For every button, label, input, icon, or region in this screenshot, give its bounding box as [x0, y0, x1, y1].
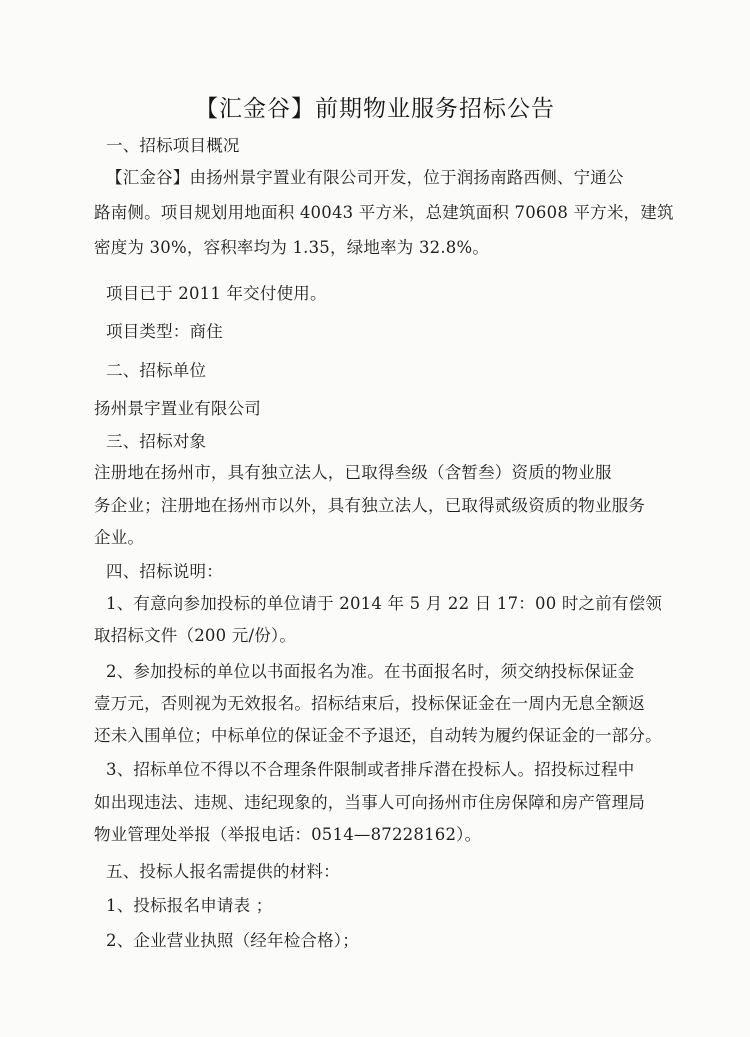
- section-heading-overview: 一、招标项目概况: [106, 136, 240, 155]
- section-heading-tenderer: 二、招标单位: [106, 361, 207, 380]
- paragraph-line: 路南侧。项目规划用地面积 40043 平方米，总建筑面积 70608 平方米，建筑: [94, 203, 674, 222]
- section-heading-target: 三、招标对象: [106, 432, 207, 451]
- section-heading-materials: 五、投标人报名需提供的材料：: [106, 862, 340, 881]
- paragraph-line: 还未入围单位；中标单位的保证金不予退还，自动转为履约保证金的一部分。: [94, 726, 662, 745]
- paragraph-line: 1、有意向参加投标的单位请于 2014 年 5 月 22 日 17：00 时之前有偿领: [106, 594, 663, 613]
- document-title: 【汇金谷】前期物业服务招标公告: [195, 96, 555, 122]
- paragraph-line: 2、参加投标的单位以书面报名为准。在书面报名时，须交纳投标保证金: [106, 662, 635, 681]
- paragraph-line: 密度为 30%，容积率均为 1.35，绿地率为 32.8%。: [94, 238, 490, 257]
- paragraph-line: 取招标文件（200 元/份）。: [94, 626, 297, 645]
- paragraph-line: 务企业；注册地在扬州市以外，具有独立法人，已取得贰级资质的物业服务: [94, 496, 646, 515]
- paragraph-line: 如出现违法、违规、违纪现象的，当事人可向扬州市住房保障和房产管理局: [94, 793, 646, 812]
- paragraph-line: 注册地在扬州市，具有独立法人，已取得叁级（含暂叁）资质的物业服: [94, 463, 612, 482]
- paragraph-line: 项目已于 2011 年交付使用。: [106, 284, 327, 303]
- paragraph-line: 项目类型：商住: [106, 322, 223, 341]
- section-heading-instructions: 四、招标说明：: [106, 562, 223, 581]
- paragraph-line: 3、招标单位不得以不合理条件限制或者排斥潜在投标人。招投标过程中: [106, 760, 635, 779]
- paragraph-line: 扬州景宇置业有限公司: [94, 399, 261, 418]
- paragraph-line: 企业。: [94, 528, 145, 547]
- paragraph-line: 物业管理处举报（举报电话：0514—87228162）。: [94, 825, 482, 844]
- paragraph-line: 1、投标报名申请表 ；: [106, 896, 273, 915]
- paragraph-line: 【汇金谷】由扬州景宇置业有限公司开发，位于润扬南路西侧、宁通公: [106, 168, 624, 187]
- paragraph-line: 2、企业营业执照（经年检合格）；: [106, 931, 359, 950]
- paragraph-line: 壹万元，否则视为无效报名。招标结束后，投标保证金在一周内无息全额返: [94, 694, 646, 713]
